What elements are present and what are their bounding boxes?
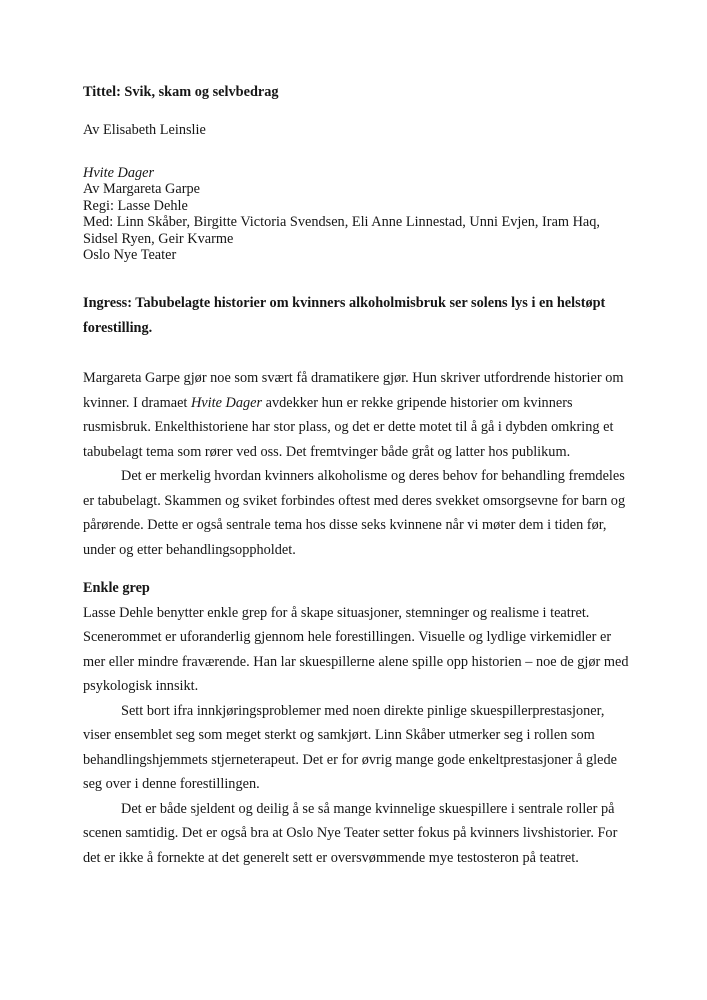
- paragraph-1-text: Margareta Garpe gjør noe som svært få dramatikere gjør. Hun skriver utfordrende historier om kvinner. I dramaet: [83, 370, 624, 411]
- cast-credit: Med: Linn Skåber, Birgitte Victoria Svendsen, Eli Anne Linnestad, Unni Evjen, Iram Haq, Sidsel Ryen, Geir Kvarme: [83, 214, 600, 247]
- theater-credit: Oslo Nye Teater: [83, 247, 177, 264]
- document-title: Tittel: Svik, skam og selvbedrag: [83, 84, 279, 100]
- paragraph-2: Det er merkelig hvordan kvinners alkoholisme og deres behov for behandling fremdeles er tabubelagt. Skammen og sviket forbindes oftest med deres svekket omsorgsevne for barn og pårørende. Dette er også sentrale tema hos disse seks kvinnene når vi møter dem i tiden før, under og etter behandlingsoppholdet.: [83, 468, 626, 558]
- paragraph-1: [83, 366, 630, 464]
- paragraph-3: Lasse Dehle benytter enkle grep for å skape situasjoner, stemninger og realisme i teatret. Scenerommet er uforanderlig gjennom hele forestillingen. Visuelle og lydlige virkemidler er mer eller mindre fraværende. Han lar skuespillerne alene spille opp historien – noe de gjør med psykologisk innsikt.: [83, 604, 629, 695]
- paragraph-5: Det er både sjeldent og deilig å se så mange kvinnelige skuespillere i sentrale roller på scenen samtidig. Det er også bra at Oslo Nye Teater setter fokus på kvinners livshistorier. For det er ikke å fornekte at det generelt sett er oversvømmende mye testosteron på teatret.: [83, 800, 618, 866]
- paragraph-4: Sett bort ifra innkjøringsproblemer med noen direkte pinlige skuespillerprestasjoner, viser ensemblet seg som meget sterkt og samkjørt. Linn Skåber utmerker seg i rollen som behandlingshjemmets stjerneterapeut. Det er for øvrig mange gode enkeltprestasjoner å glede seg over i denne forestillingen.: [83, 702, 617, 793]
- production-credits: [83, 165, 630, 263]
- playwright-credit: Av Margareta Garpe: [83, 181, 200, 198]
- section-heading: Enkle grep: [83, 580, 150, 597]
- author-byline: Av Elisabeth Leinslie: [83, 122, 206, 138]
- director-credit: Regi: Lasse Dehle: [83, 197, 188, 214]
- play-title: Hvite Dager: [83, 165, 155, 181]
- ingress-lead: Ingress: Tabubelagte historier om kvinners alkoholmisbruk ser solens lys i en helstøpt forestilling.: [83, 295, 606, 336]
- play-title-reference: Hvite Dager: [190, 394, 263, 411]
- paragraph-1-text-continued: avdekker hun er rekke gripende historier om kvinners rusmisbruk. Enkelthistoriene har stor plass, og det er dette motet til å gå i dybden omkring et tabubelagt tema som rører ved oss. Det fremtvinger både gråt og latter hos publikum.: [83, 394, 614, 460]
